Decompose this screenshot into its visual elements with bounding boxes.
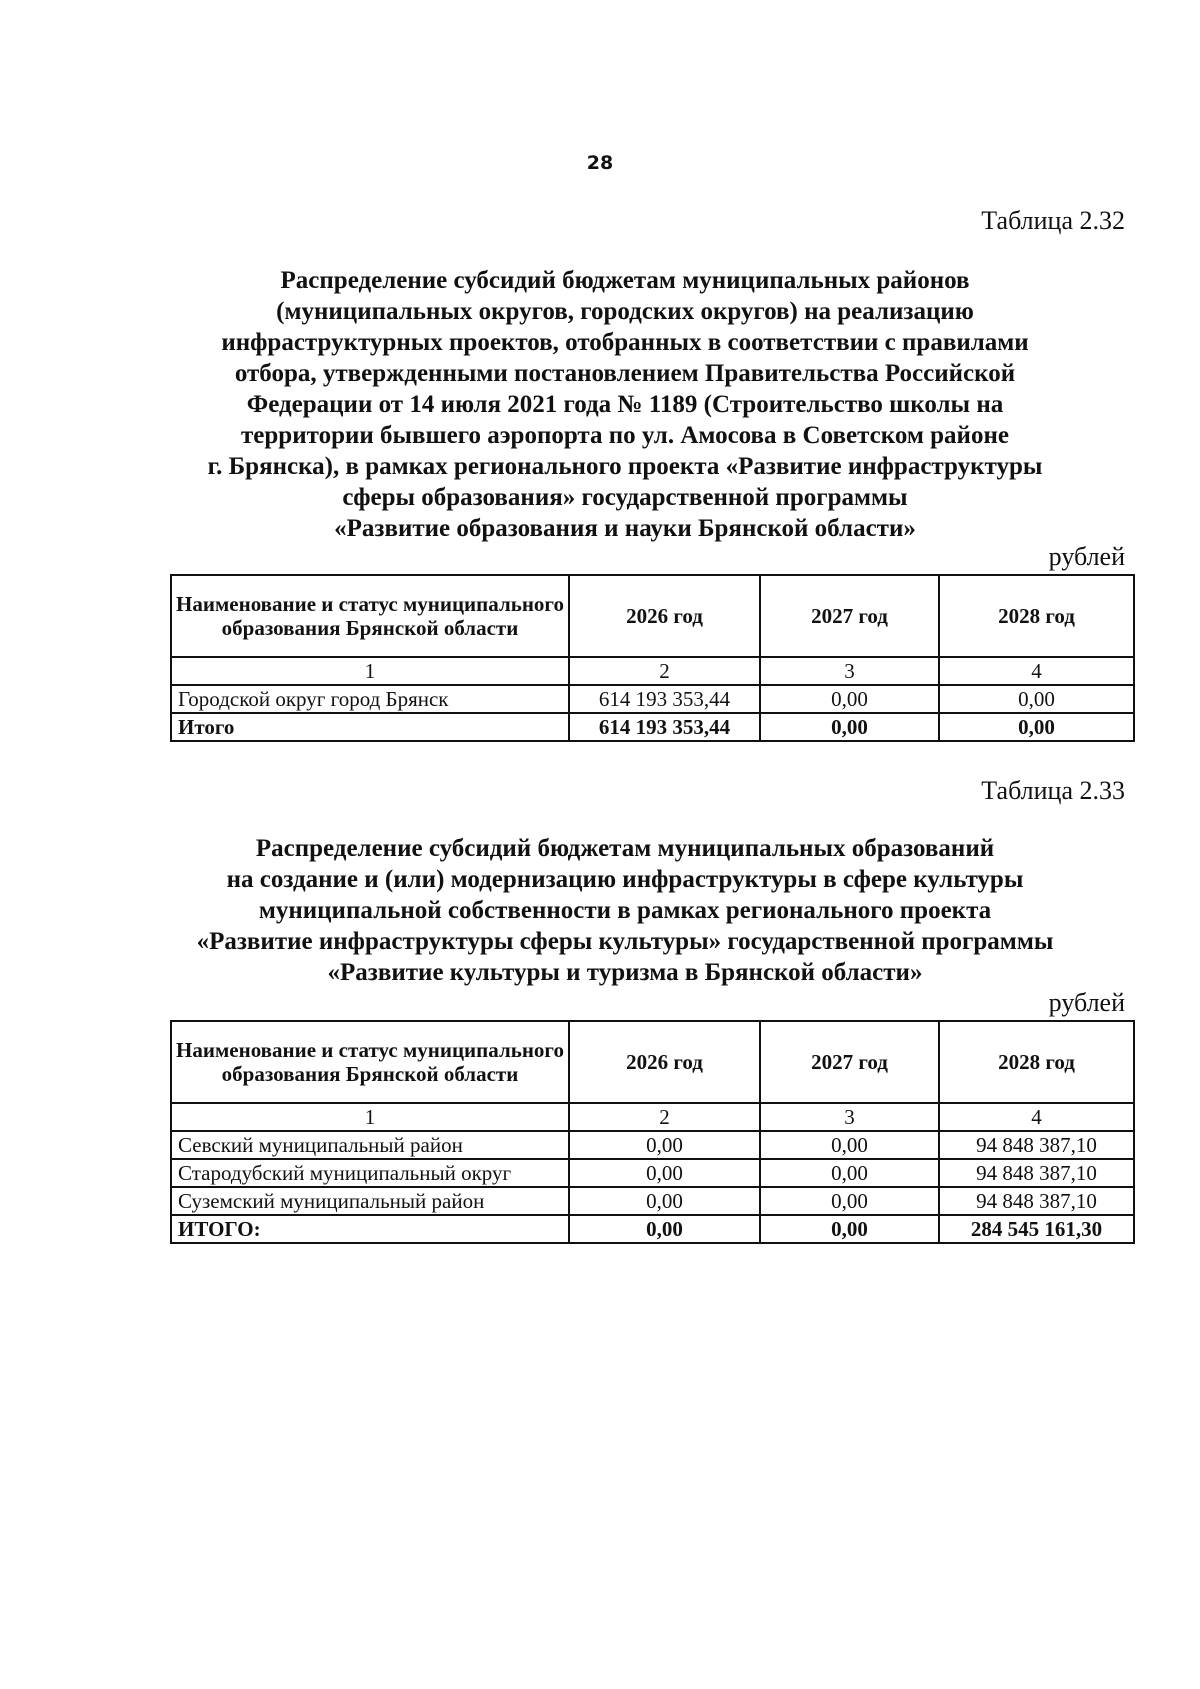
column-header-2027: 2027 год xyxy=(760,575,939,657)
column-index: 2 xyxy=(569,657,760,685)
title-line: на создание и (или) модернизацию инфраструктуры в сфере культуры xyxy=(226,866,1024,893)
table-row xyxy=(171,1187,1134,1215)
subsidy-table-2-32 xyxy=(170,574,1135,742)
column-index: 3 xyxy=(760,657,939,685)
amount-2027: 0,00 xyxy=(760,1131,939,1159)
page-number: 28 xyxy=(586,152,614,174)
column-header-name: Наименование и статус муниципального образования Брянской области xyxy=(171,575,569,657)
total-row xyxy=(171,713,1134,741)
amount-2026: 0,00 xyxy=(569,1131,760,1159)
amount-2027: 0,00 xyxy=(760,1187,939,1215)
column-index: 3 xyxy=(760,1103,939,1131)
units-label: рублей xyxy=(1048,542,1125,571)
table-row xyxy=(171,1159,1134,1187)
title-line: «Развитие инфраструктуры сферы культуры» государственной программы xyxy=(196,928,1054,955)
amount-2026: 614 193 353,44 xyxy=(569,685,760,713)
total-label: ИТОГО: xyxy=(171,1215,569,1243)
total-2026: 614 193 353,44 xyxy=(569,713,760,741)
amount-2027: 0,00 xyxy=(760,1159,939,1187)
column-header-2028: 2028 год xyxy=(939,1021,1134,1103)
title-line: Федерации от 14 июля 2021 года № 1189 (Строительство школы на xyxy=(246,391,1004,418)
total-2028: 284 545 161,30 xyxy=(939,1215,1134,1243)
total-2026: 0,00 xyxy=(569,1215,760,1243)
column-index-row xyxy=(171,1103,1134,1131)
municipality-name: Стародубский муниципальный округ xyxy=(171,1159,569,1187)
subsidy-table-2-33 xyxy=(170,1020,1135,1244)
column-index-row xyxy=(171,657,1134,685)
header-row xyxy=(171,1021,1134,1103)
municipality-name: Севский муниципальный район xyxy=(171,1131,569,1159)
column-index: 2 xyxy=(569,1103,760,1131)
amount-2026: 0,00 xyxy=(569,1159,760,1187)
column-index: 4 xyxy=(939,657,1134,685)
title-line: территории бывшего аэропорта по ул. Амосова в Советском районе xyxy=(241,422,1009,449)
column-header-2027: 2027 год xyxy=(760,1021,939,1103)
title-line: «Развитие культуры и туризма в Брянской области» xyxy=(327,959,923,986)
table-label-2-32: Таблица 2.32 xyxy=(981,206,1125,235)
amount-2028: 0,00 xyxy=(939,685,1134,713)
total-label: Итого xyxy=(171,713,569,741)
amount-2028: 94 848 387,10 xyxy=(939,1187,1134,1215)
municipality-name: Суземский муниципальный район xyxy=(171,1187,569,1215)
column-index: 1 xyxy=(171,1103,569,1131)
title-line: г. Брянска), в рамках регионального проекта «Развитие инфраструктуры xyxy=(207,453,1043,480)
title-line: инфраструктурных проектов, отобранных в соответствии с правилами xyxy=(221,329,1029,356)
column-index: 1 xyxy=(171,657,569,685)
column-index: 4 xyxy=(939,1103,1134,1131)
table-label-2-33: Таблица 2.33 xyxy=(981,776,1125,805)
column-header-2028: 2028 год xyxy=(939,575,1134,657)
column-header-2026: 2026 год xyxy=(569,1021,760,1103)
title-line: муниципальной собственности в рамках регионального проекта xyxy=(258,897,992,924)
column-header-name: Наименование и статус муниципального образования Брянской области xyxy=(171,1021,569,1103)
amount-2027: 0,00 xyxy=(760,685,939,713)
table-row xyxy=(171,1131,1134,1159)
units-label: рублей xyxy=(1048,988,1125,1017)
amount-2028: 94 848 387,10 xyxy=(939,1131,1134,1159)
header-row xyxy=(171,575,1134,657)
municipality-name: Городской округ город Брянск xyxy=(171,685,569,713)
table-title-2-33 xyxy=(150,833,1100,988)
table-title-2-32 xyxy=(150,265,1100,544)
title-line: «Развитие образования и науки Брянской области» xyxy=(334,515,916,542)
total-2027: 0,00 xyxy=(760,1215,939,1243)
column-header-2026: 2026 год xyxy=(569,575,760,657)
title-line: Распределение субсидий бюджетам муниципальных образований xyxy=(255,835,995,862)
title-line: отбора, утвержденными постановлением Правительства Российской xyxy=(234,360,1016,387)
amount-2028: 94 848 387,10 xyxy=(939,1159,1134,1187)
title-line: (муниципальных округов, городских округов) на реализацию xyxy=(276,298,974,325)
title-line: сферы образования» государственной программы xyxy=(342,484,908,511)
total-row xyxy=(171,1215,1134,1243)
total-2027: 0,00 xyxy=(760,713,939,741)
table-row xyxy=(171,685,1134,713)
title-line: Распределение субсидий бюджетам муниципальных районов xyxy=(280,267,970,294)
total-2028: 0,00 xyxy=(939,713,1134,741)
amount-2026: 0,00 xyxy=(569,1187,760,1215)
